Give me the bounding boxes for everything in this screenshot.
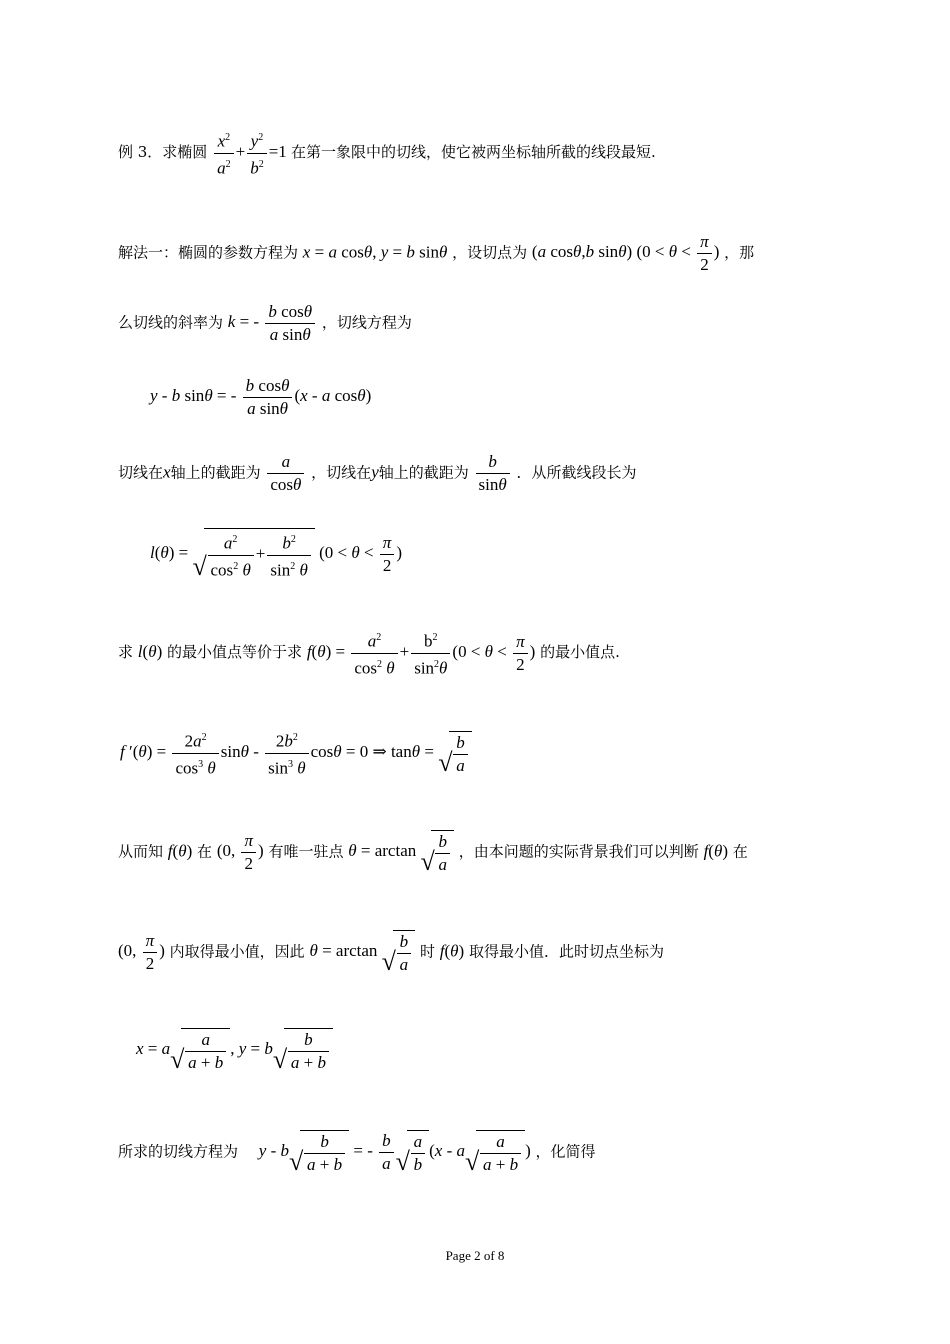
tangent-point: (a cosθ,b sinθ) (0 < θ < $\frac{\pi}{2}$ ) [531,232,720,274]
slope-formula: k = - $\frac{\text{b cosθ}}{\text{a sinθ}}$ [228,312,317,331]
unique-point-line: 从而知 f(θ) 在 (0, $\frac{\pi}{2}$ ) 有唯一驻点 θ = arctan √ $\frac{b}{a}$ ，由本问题的实际背景我们可以判断 f(θ) 在 [118,831,748,876]
derivative-formula: f ′(θ) = $\frac{2a^2}{\cos^3 \theta}$ sinθ - $\frac{2b^2}{\sin^3 \theta}$ cosθ = 0 ⇒ tanθ = √ $\frac{b}{a}$ [120,728,472,778]
y-var: y [371,462,379,482]
min-in-text-1: 内取得最小值，因此 [169,942,305,961]
solution-intro-line [118,232,754,275]
example-rest: 在第一象限中的切线，使它被两坐标轴所截的线段最短. [291,143,656,162]
ellipse-equation: $\frac{x^2}{a^2}$ + $\frac{y^2}{b^2}$ =1 [212,142,291,161]
y-intercept: $\frac{b}{\sin\theta}$ [476,452,510,495]
x-intercept: $\frac{a}{\cos\theta}$ [267,452,304,495]
example-line [118,128,656,178]
final-equation-line: 所求的切线方程为 y - b √ $\frac{b}{a + b}$ = - $\frac{b}{a}$ √ $\frac{a}{b}$ (x - a √ $\frac{a}{a + b}$ ) ，化简得 [118,1131,596,1176]
min-text-3: 的最小值点. [540,643,620,662]
unique-text-5: 在 [732,842,748,861]
intercept-text-5: ．从所截线段长为 [516,463,637,482]
unique-text-2: 在 [197,842,213,861]
example-title: 例 3．求椭圆 [118,143,208,162]
unique-text-4: ，由本问题的实际背景我们可以判断 [458,842,699,861]
unique-text-1: 从而知 [118,842,164,861]
parametric-equation: x = a cosθ, y = b sinθ [302,242,448,262]
intercept-text-1: 切线在 [118,463,164,482]
min-in-text-3: 取得最小值．此时切点坐标为 [468,942,664,961]
min-interval-line: (0, $\frac{\pi}{2}$ ) 内取得最小值，因此 θ = arctan √ $\frac{b}{a}$ 时 f(θ) 取得最小值．此时切点坐标为 [118,931,664,976]
final-text-2: ，化简得 [535,1142,596,1161]
slope-line [118,302,412,345]
tangent-eq-text: ，切线方程为 [321,313,412,332]
x-var: x [163,462,171,482]
unique-text-3: 有唯一驻点 [268,842,344,861]
f-definition: f(θ) = $\frac{a^2}{\cos^2 \theta}$ + $\frac{b^2}{\sin^2\theta}$ (0 < θ < $\frac{\pi}{2}$ ) [307,642,536,661]
tangent-point-coords: x = a √ $\frac{a}{a + b}$ , y = b √ $\frac{b}{a + b}$ [136,1028,333,1073]
min-equivalence-line [118,628,620,678]
tangent-point-text: ，设切点为 [452,243,528,262]
na-text: ，那 [724,243,755,262]
intercept-text-2: 轴上的截距为 [170,463,261,482]
final-text-1: 所求的切线方程为 [118,1142,239,1161]
min-text-1: 求 [118,643,134,662]
page-footer: Page 2 of 8 [445,1248,505,1263]
intercept-line [118,452,637,495]
min-in-text-2: 时 [419,942,435,961]
min-text-2: 的最小值点等价于求 [167,643,303,662]
l-theta: l(θ) [137,642,163,662]
tangent-equation: y - b sinθ = - $\frac{\text{b cosθ}}{\text{a sinθ}}$ (x - a cosθ) [150,376,372,418]
solution-intro: 解法一：椭圆的参数方程为 [118,243,299,262]
length-formula: l(θ) = √ $\frac{a^2}{\cos^2 \theta}$ + $\frac{b^2}{\sin^2 \theta}$ (0 < θ < $\frac{\pi}{2}$ ) [150,528,402,580]
intercept-text-4: 轴上的截距为 [378,463,469,482]
intercept-text-3: ，切线在 [311,463,372,482]
slope-text: 么切线的斜率为 [118,313,224,332]
